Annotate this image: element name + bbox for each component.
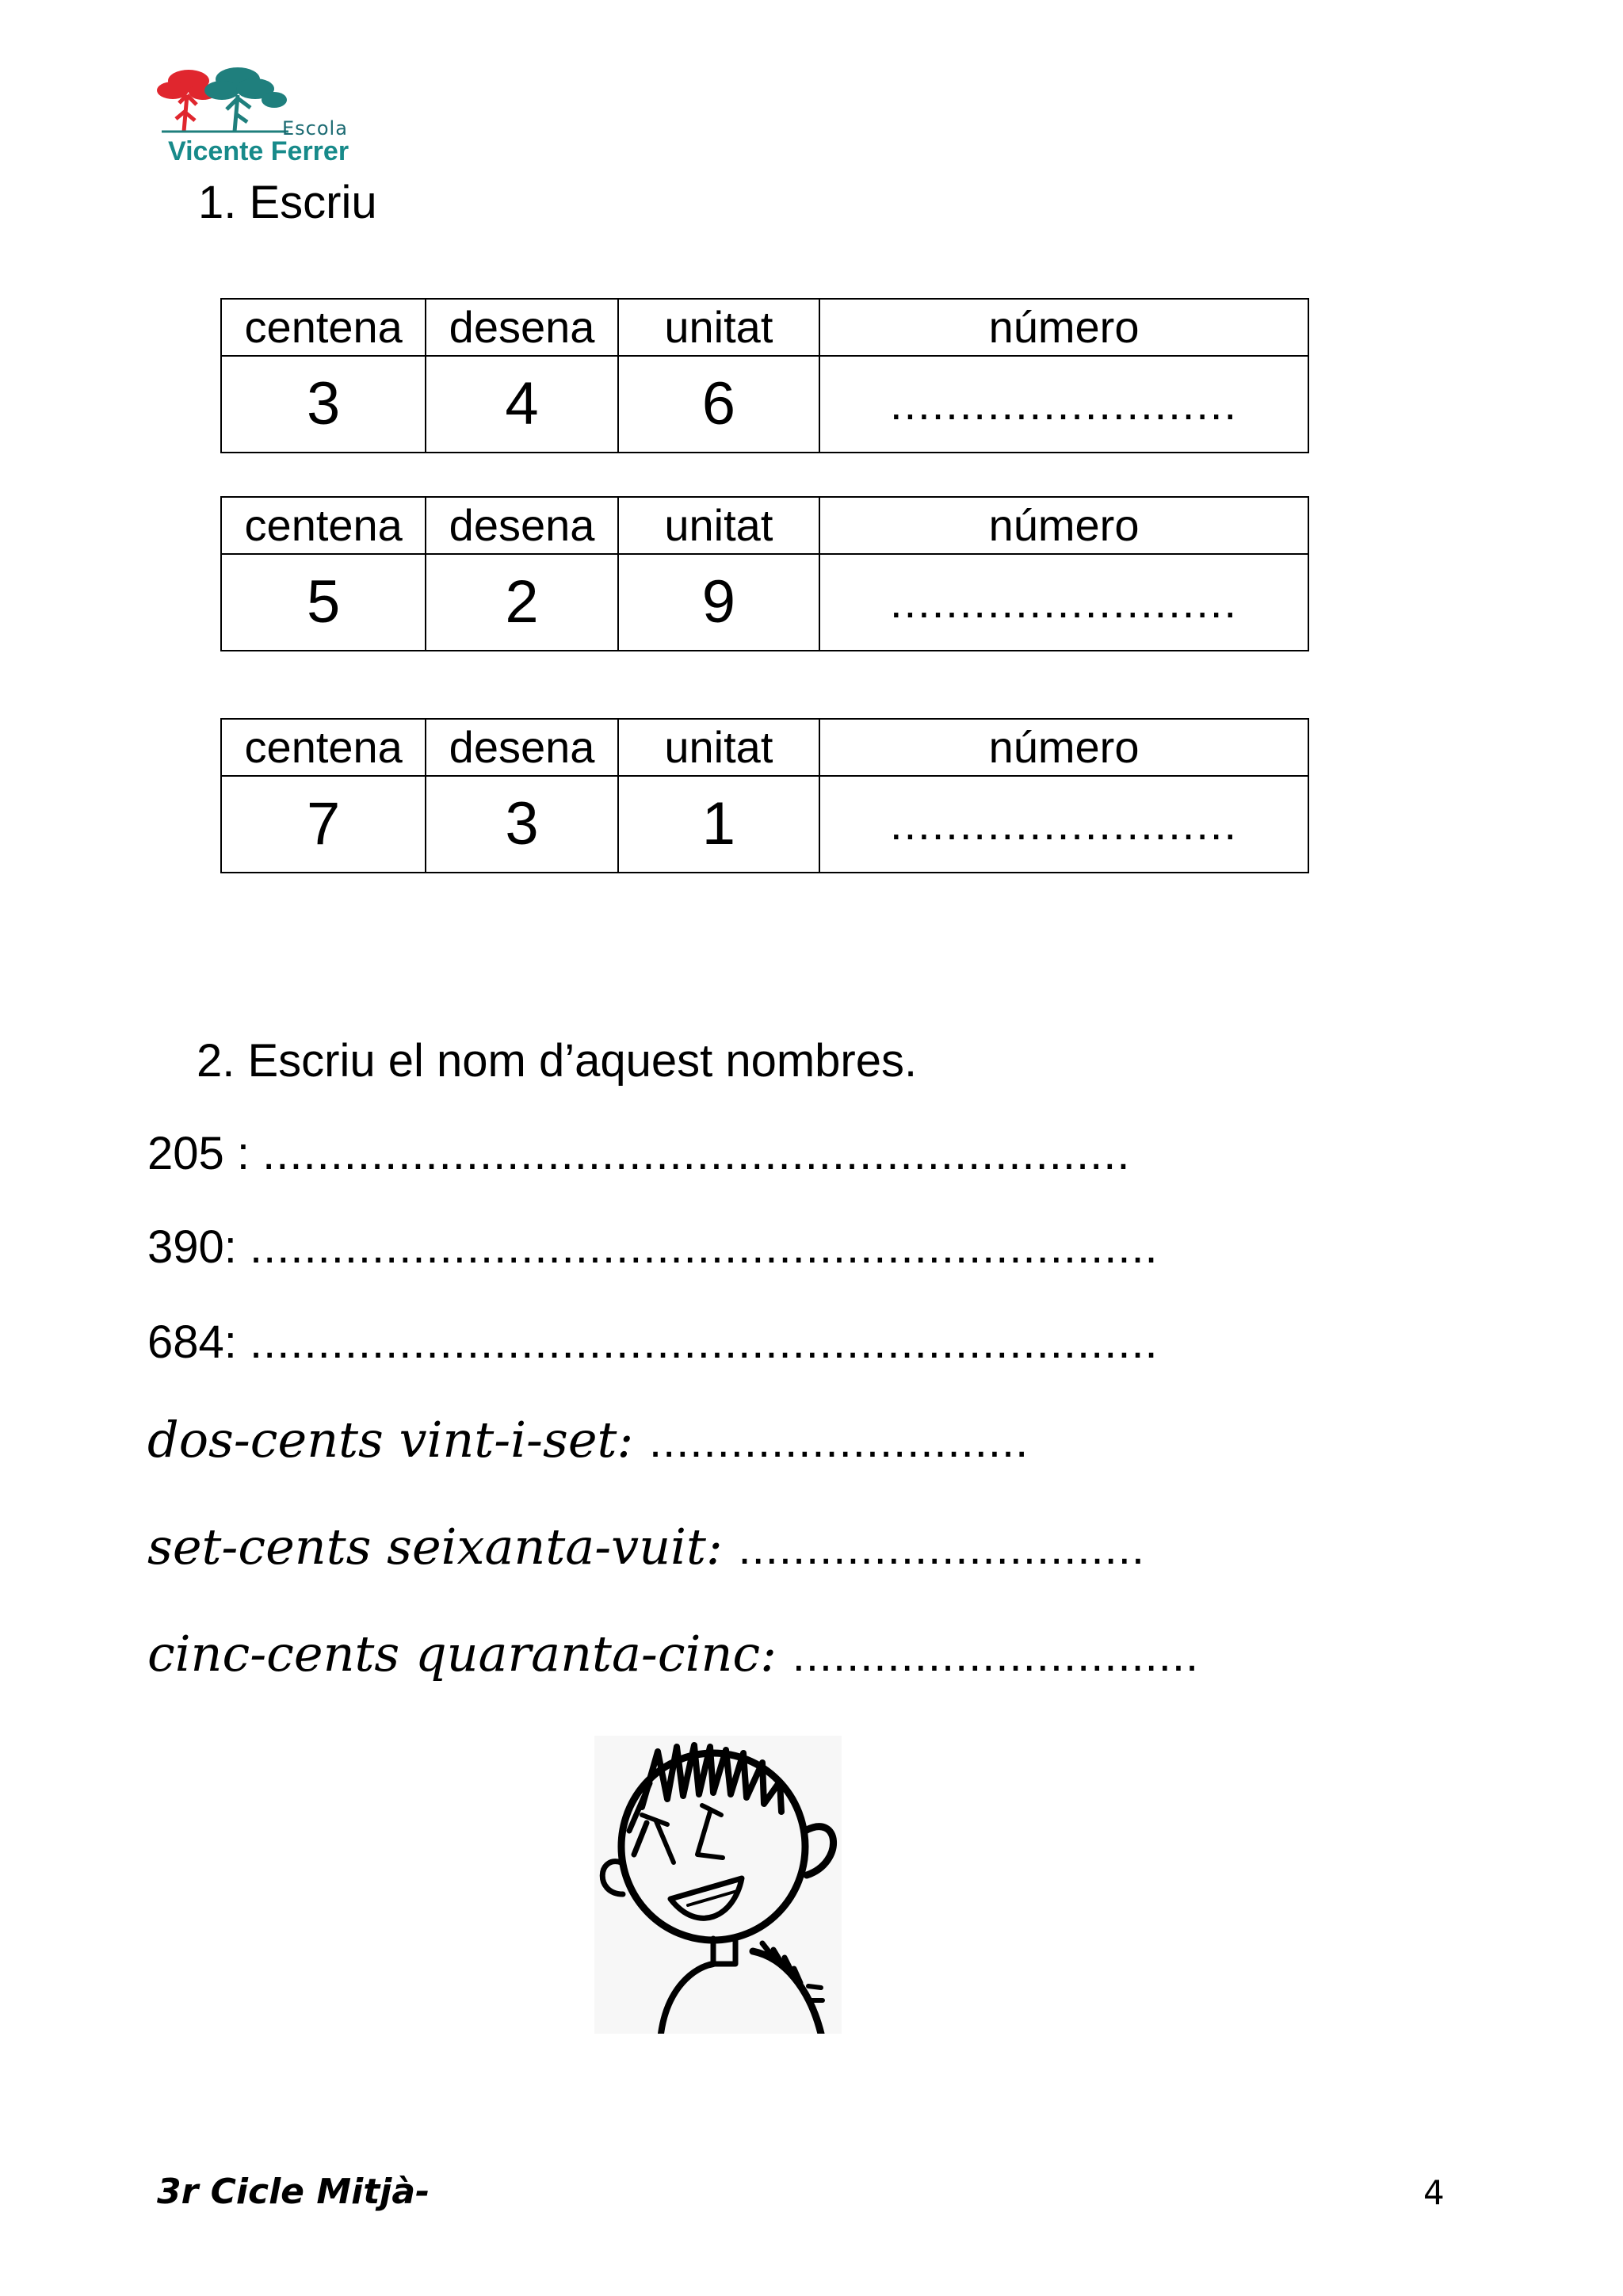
header-centena: centena	[221, 299, 426, 356]
header-centena: centena	[221, 719, 426, 776]
cell-desena: 3	[426, 776, 617, 873]
answer-blank[interactable]: ...................................................................	[250, 1221, 1159, 1273]
word-line-768	[147, 1518, 1145, 1576]
cell-centena: 3	[221, 356, 426, 453]
number-label: 205 :	[147, 1128, 250, 1179]
answer-blank[interactable]: ................................................................	[262, 1128, 1131, 1179]
header-unitat: unitat	[618, 497, 819, 554]
word-label: cinc-cents quaranta-cinc:	[147, 1625, 777, 1683]
header-desena: desena	[426, 497, 617, 554]
number-line-390	[147, 1221, 1159, 1274]
exercise-1-title: 1. Escriu	[198, 177, 377, 228]
word-label: set-cents seixanta-vuit:	[147, 1518, 723, 1576]
school-logo	[155, 63, 361, 166]
footer-course-label: 3r Cicle Mitjà-	[157, 2172, 430, 2212]
place-value-table-3	[220, 718, 1309, 873]
header-numero: número	[819, 497, 1308, 554]
number-label: 390:	[147, 1221, 237, 1273]
header-unitat: unitat	[618, 299, 819, 356]
answer-blank[interactable]: .........................	[819, 554, 1308, 651]
answer-blank[interactable]: .........................	[819, 356, 1308, 453]
answer-blank[interactable]: ............................	[649, 1415, 1029, 1467]
cell-unitat: 6	[618, 356, 819, 453]
cell-unitat: 9	[618, 554, 819, 651]
number-line-205	[147, 1127, 1130, 1180]
logo-school-name: Vicente Ferrer	[168, 136, 349, 166]
cell-desena: 2	[426, 554, 617, 651]
answer-blank[interactable]: .........................	[819, 776, 1308, 873]
header-numero: número	[819, 719, 1308, 776]
cell-desena: 4	[426, 356, 617, 453]
header-desena: desena	[426, 719, 617, 776]
cell-unitat: 1	[618, 776, 819, 873]
answer-blank[interactable]: ..............................	[738, 1522, 1145, 1574]
place-value-table-2	[220, 496, 1309, 651]
word-line-545	[147, 1625, 1199, 1683]
boy-face-icon	[594, 1736, 842, 2034]
cell-centena: 7	[221, 776, 426, 873]
cell-centena: 5	[221, 554, 426, 651]
number-line-684	[147, 1316, 1159, 1369]
page-number: 4	[1423, 2173, 1445, 2212]
word-line-227	[147, 1411, 1029, 1469]
header-desena: desena	[426, 299, 617, 356]
answer-blank[interactable]: ...................................................................	[250, 1316, 1159, 1368]
word-label: dos-cents vint-i-set:	[147, 1411, 634, 1469]
header-centena: centena	[221, 497, 426, 554]
logo-escola-text: Escola	[282, 117, 348, 139]
boy-drawing	[594, 1736, 842, 2034]
exercise-2-title: 2. Escriu el nom d’aquest nombres.	[197, 1035, 918, 1087]
number-label: 684:	[147, 1316, 237, 1368]
header-unitat: unitat	[618, 719, 819, 776]
answer-blank[interactable]: ..............................	[792, 1629, 1200, 1681]
header-numero: número	[819, 299, 1308, 356]
trees-logo-icon	[155, 63, 290, 135]
place-value-table-1	[220, 298, 1309, 453]
